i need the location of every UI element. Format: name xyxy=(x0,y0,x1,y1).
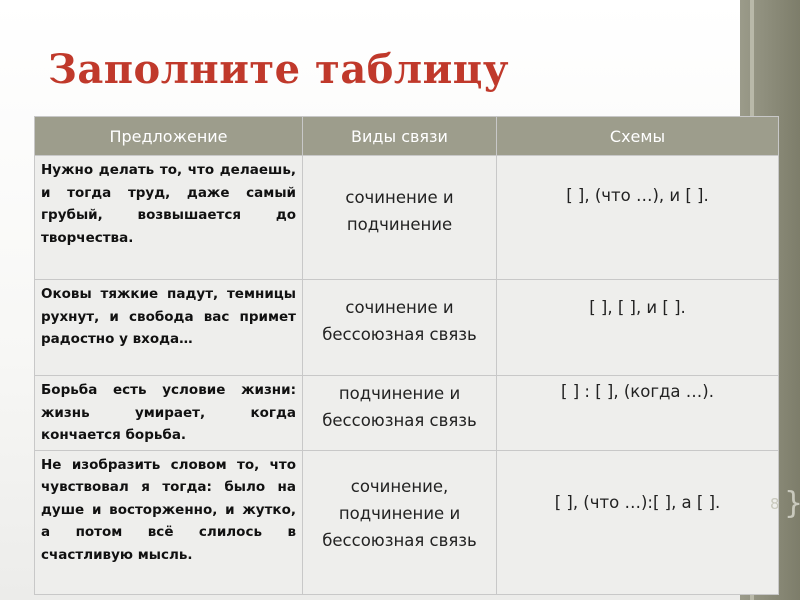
scheme-text: [ ], (что …), и [ ]. xyxy=(566,186,709,205)
scheme-text: [ ] : [ ], (когда …). xyxy=(561,382,714,401)
sentence-text: Не изобразить словом то, что чувствовал я тогда: было на душе и восторженно, и жутко, а потом всё слилось в счастливую мысль. xyxy=(41,456,296,563)
types-line: сочинение и xyxy=(345,298,454,317)
page-number: 8 xyxy=(770,495,780,513)
types-line: сочинение, xyxy=(350,476,449,496)
table-row xyxy=(35,450,779,594)
types-line: подчинение и xyxy=(338,384,461,403)
header-schemes: Схемы xyxy=(497,117,779,156)
page-bracket: } xyxy=(784,486,803,521)
scheme-cell xyxy=(497,156,779,280)
table-row xyxy=(35,376,779,451)
types-cell xyxy=(303,156,497,280)
types-line: бессоюзная связь xyxy=(322,325,477,344)
table-row xyxy=(35,280,779,376)
sentence-cell xyxy=(35,376,303,451)
scheme-text: [ ], (что …):[ ], а [ ]. xyxy=(554,492,721,512)
table-row xyxy=(35,156,779,280)
types-cell xyxy=(303,450,497,594)
sentence-cell xyxy=(35,280,303,376)
sentence-text: Борьба есть условие жизни: жизнь умирает, когда кончается борьба. xyxy=(41,382,296,443)
types-line: подчинение xyxy=(346,215,453,234)
types-line: бессоюзная связь xyxy=(322,411,477,430)
sentence-text: Оковы тяжкие падут, темницы рухнут, и свобода вас примет радостно у входа… xyxy=(41,286,296,347)
sentence-cell xyxy=(35,156,303,280)
sentence-text: Нужно делать то, что делаешь, и тогда труд, даже самый грубый, возвышается до творчества. xyxy=(41,162,296,246)
table-header-row xyxy=(35,117,779,156)
sentence-cell xyxy=(35,450,303,594)
scheme-cell xyxy=(497,280,779,376)
analysis-table xyxy=(34,116,779,595)
scheme-cell xyxy=(497,450,779,594)
header-sentence: Предложение xyxy=(35,117,303,156)
page-title: Заполните таблицу xyxy=(48,46,509,93)
types-cell xyxy=(303,376,497,451)
types-line: бессоюзная связь xyxy=(322,530,477,550)
types-cell xyxy=(303,280,497,376)
types-line: подчинение и xyxy=(338,503,461,523)
page-number-badge xyxy=(770,484,803,524)
scheme-cell xyxy=(497,376,779,451)
scheme-text: [ ], [ ], и [ ]. xyxy=(589,298,686,317)
types-line: сочинение и xyxy=(345,188,454,207)
header-types: Виды связи xyxy=(303,117,497,156)
